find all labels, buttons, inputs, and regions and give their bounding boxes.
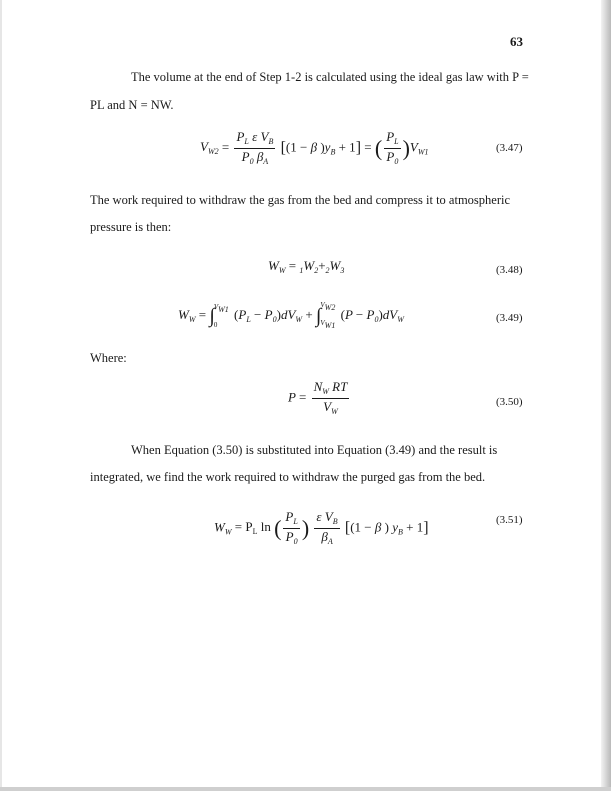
paragraph-2-line-1: The work required to withdraw the gas from the bed and compress it to atmospheric [90, 193, 511, 207]
equation-3-47: $V_{W2}$ = $\frac{P_L \varepsilon V_B}{P_0 \beta_A}$ [(1 − β )$y_B + 1$] = ( $\frac{P_L}{P_0}$ )$V_{W1}$ [200, 129, 429, 166]
equation-3-50: P = $\frac{N_W RT}{V_W}$ [288, 379, 348, 416]
where-label: Where: [90, 351, 127, 365]
equation-number-3-47: (3.47) [496, 142, 523, 154]
paragraph-2-line-2: pressure is then: [90, 220, 172, 234]
equation-number-3-48: (3.48) [496, 264, 523, 276]
equation-number-3-50: (3.50) [496, 396, 523, 408]
equation-number-3-51: (3.51) [496, 514, 523, 526]
paragraph-3-line-1: When Equation (3.50) is substituted into Equation (3.49) and the result is [131, 443, 498, 457]
equation-number-3-49: (3.49) [496, 312, 523, 324]
paragraph-1-line-1: The volume at the end of Step 1-2 is calculated using the ideal gas law with P = [131, 70, 529, 84]
equation-3-51: $W_W = P_L$ ln ( $\frac{P_L}{P_0}$ ) $\frac{\varepsilon V_B}{\beta_A}$ [(1 − β ) $y_B + 1$] [214, 509, 429, 546]
scan-left-edge [0, 0, 2, 791]
paragraph-1-line-2: PL and N = NW. [90, 98, 174, 112]
page-number: 63 [510, 34, 523, 49]
scan-bottom-edge [0, 787, 611, 791]
equation-3-48: $W_W = _1W_2+_2W_3$ [268, 258, 345, 275]
equation-3-49: $W_W$ = ∫ $V_{W1}$ 0 $(P_L - P_0)dV_W$ + ∫ $V_{W2}$ $V_{W1}$ $(P - P_0)dV_W$ [178, 301, 404, 330]
scan-right-edge [601, 0, 611, 791]
paragraph-3-line-2: integrated, we find the work required to withdraw the purged gas from the bed. [90, 470, 486, 484]
